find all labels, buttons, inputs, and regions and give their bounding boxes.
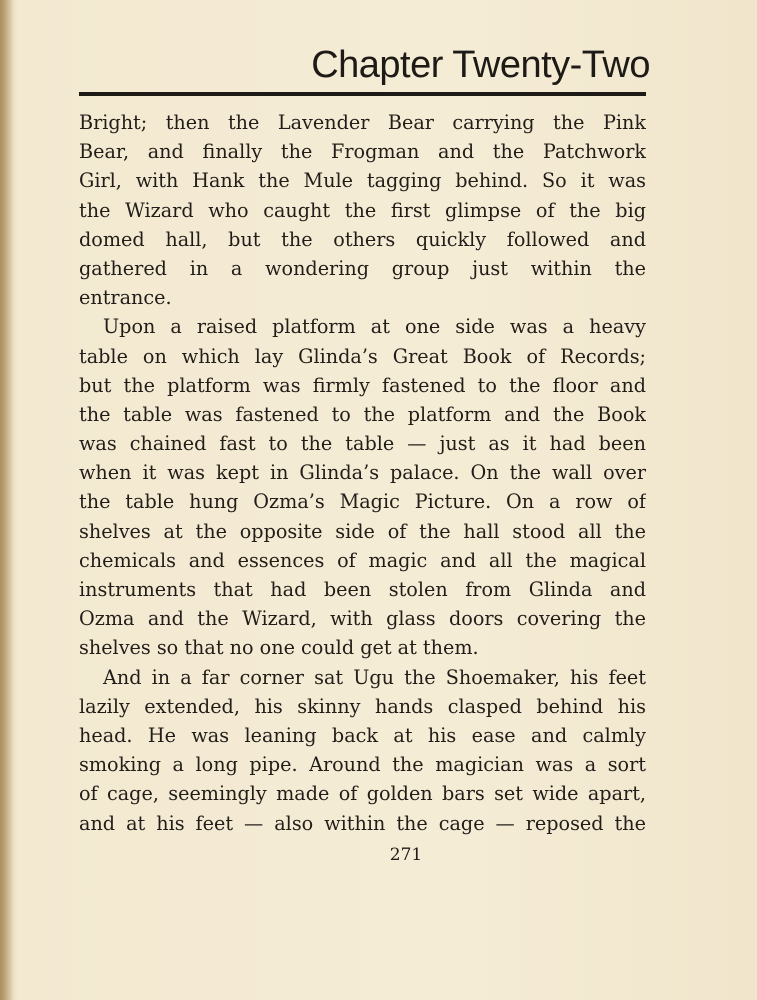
text-line: of cage, seemingly made of golden bars set wide apart, [79,782,646,806]
text-line: shelves at the opposite side of the hall stood all the [79,519,646,543]
text-line: shelves so that no one could get at them. [79,636,479,660]
text-line: head. He was leaning back at his ease and calmly [79,723,646,747]
text-line: Upon a raised platform at one side was a heavy [103,315,646,339]
text-line: the table hung Ozma’s Magic Picture. On a row of [79,490,646,514]
text-line: smoking a long pipe. Around the magician was a sort [79,753,646,777]
text-line: table on which lay Glinda’s Great Book of Records; [79,344,646,368]
text-line: instruments that had been stolen from Glinda and [79,578,646,601]
text-line: was chained fast to the table — just as it had been [79,432,646,456]
text-line: Girl, with Hank the Mule tagging behind. So it was [79,169,646,193]
text-line: And in a far corner sat Ugu the Shoemaker, his feet [103,665,646,689]
text-line: lazily extended, his skinny hands clasped behind his [79,694,646,718]
text-line: when it was kept in Glinda’s palace. On the wall over [79,461,646,485]
chapter-title: Chapter Twenty-Two [311,44,650,86]
text-line: entrance. [79,286,172,310]
text-line: chemicals and essences of magic and all the magical [79,548,646,572]
text-line: Bright; then the Lavender Bear carrying the Pink [79,111,646,134]
text-line: the table was fastened to the platform and the Book [79,402,646,426]
text-line: gathered in a wondering group just within the [79,256,646,280]
text-line: Ozma and the Wizard, with glass doors covering the [79,607,646,631]
page-number: 271 [389,845,423,865]
text-line: Bear, and finally the Frogman and the Patchwork [79,140,646,164]
text-line: but the platform was firmly fastened to the floor and [79,373,646,397]
header-rule [79,92,646,96]
text-line: domed hall, but the others quickly followed and [79,227,646,251]
body-text [79,108,646,838]
text-line: the Wizard who caught the first glimpse of the big [79,198,646,222]
text-line: and at his feet — also within the cage — reposed the [79,811,646,835]
